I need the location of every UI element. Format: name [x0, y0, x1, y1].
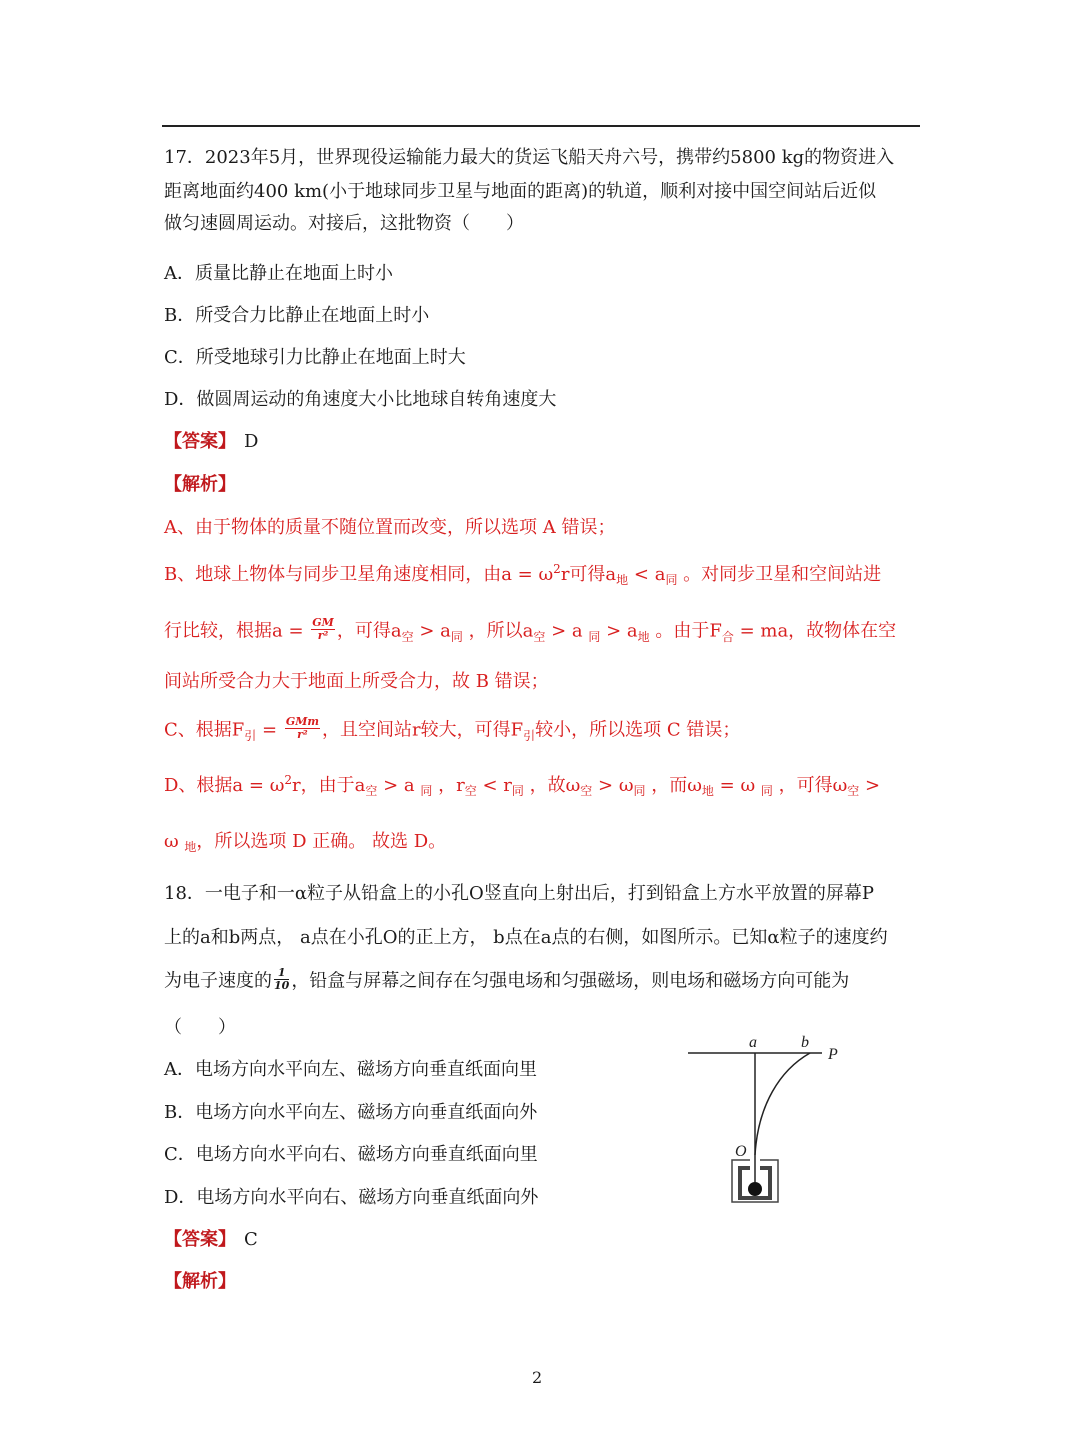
- q17-analysis-d2: ω $_地$，所以选项 D 正确。 故选 D。: [164, 831, 447, 854]
- answer-value: C: [244, 1229, 258, 1250]
- q18-stem-line4: （ ）: [164, 1017, 236, 1038]
- page-number: 2: [532, 1368, 543, 1387]
- q17-answer: [164, 430, 258, 454]
- q17-analysis-a: A、由于物体的质量不随位置而改变，所以选项 A 错误；: [164, 517, 616, 538]
- q18-analysis-tag: [164, 1270, 236, 1294]
- q17-analysis-b2: 行比较，根据a = $\frac{GM}{\text{r²}}$ ，可得$a_空 > a_同$ ，所以$a_空 > a$ $_同 > a_地$ 。由于$F_合$ = ma，故物体在空: [164, 616, 897, 644]
- q17-stem-line1: 17．2023年5月，世界现役运输能力最大的货运飞船天舟六号，携带约5800 kg的物资进入: [164, 147, 895, 168]
- source-ball: [748, 1182, 762, 1196]
- answer-tag: 【答案】: [164, 1229, 236, 1250]
- q18-stem-line2: 上的a和b两点， a点在小孔O的正上方， b点在a点的右侧，如图所示。已知α粒子的速度约: [164, 927, 888, 948]
- label-a: a: [749, 1034, 757, 1051]
- label-p: P: [828, 1046, 838, 1063]
- q17-analysis-tag: [164, 473, 236, 497]
- answer-tag: 【答案】: [164, 431, 236, 452]
- fraction-gmm-r2: $\frac{\text{GMm}}{\text{r²}}$: [285, 715, 320, 741]
- q17-option-d: D．做圆周运动的角速度大小比地球自转角速度大: [164, 389, 557, 410]
- q18-stem-line3: 为电子速度的 $\frac{1}{10}$ ，铅盒与屏幕之间存在匀强电场和匀强磁场，则电场和磁场方向可能为: [164, 966, 850, 992]
- label-o: O: [735, 1143, 747, 1160]
- q17-analysis-d1: D、根据$a = \omega^2r$，由于$a_空 > a$ $_同$ ，$r_空 < r_同$ ，故$\omega_空 > \omega_同$ ，而$\omega_地 = \omega$ $_同$ ，可得$\omega_空$ >: [164, 773, 881, 798]
- q17-stem-line3: 做匀速圆周运动。对接后，这批物资（ ）: [164, 213, 524, 234]
- q18-option-d: D．电场方向水平向右、磁场方向垂直纸面向外: [164, 1187, 539, 1208]
- label-b: b: [801, 1034, 809, 1051]
- q17-analysis-b3: 间站所受合力大于地面上所受合力，故 B 错误；: [164, 671, 549, 692]
- q18-figure: [680, 1025, 860, 1215]
- header-rule: [162, 125, 920, 127]
- q17-option-a: A．质量比静止在地面上时小: [164, 263, 393, 284]
- q18-option-b: B．电场方向水平向左、磁场方向垂直纸面向外: [164, 1102, 538, 1123]
- curved-trajectory: [755, 1053, 810, 1155]
- q18-option-c: C．电场方向水平向右、磁场方向垂直纸面向里: [164, 1144, 538, 1165]
- analysis-tag: 【解析】: [164, 474, 236, 495]
- q18-answer: [164, 1228, 258, 1252]
- q17-analysis-c: C、根据$F_引$ = $\frac{\text{GMm}}{\text{r²}}$ ，且空间站r较大，可得$F_引$较小，所以选项 C 错误；: [164, 715, 741, 743]
- q18-option-a: A．电场方向水平向左、磁场方向垂直纸面向里: [164, 1059, 537, 1080]
- q17-analysis-b1: B、地球上物体与同步卫星角速度相同，由$a = \omega^2r$可得$a_地 < a_同$ 。对同步卫星和空间站进: [164, 562, 882, 587]
- answer-value: D: [244, 431, 259, 452]
- q17-option-c: C．所受地球引力比静止在地面上时大: [164, 347, 466, 368]
- fraction-one-tenth: $\frac{1}{10}$: [274, 966, 290, 992]
- q17-option-b: B．所受合力比静止在地面上时小: [164, 305, 430, 326]
- q18-stem-line1: 18．一电子和一α粒子从铅盒上的小孔O竖直向上射出后，打到铅盒上方水平放置的屏幕P: [164, 883, 874, 904]
- analysis-tag: 【解析】: [164, 1271, 236, 1292]
- q17-stem-line2: 距离地面约400 km(小于地球同步卫星与地面的距离)的轨道，顺利对接中国空间站后近似: [164, 181, 877, 202]
- fraction-gm-r2: $\frac{GM}{\text{r²}}$: [312, 616, 334, 642]
